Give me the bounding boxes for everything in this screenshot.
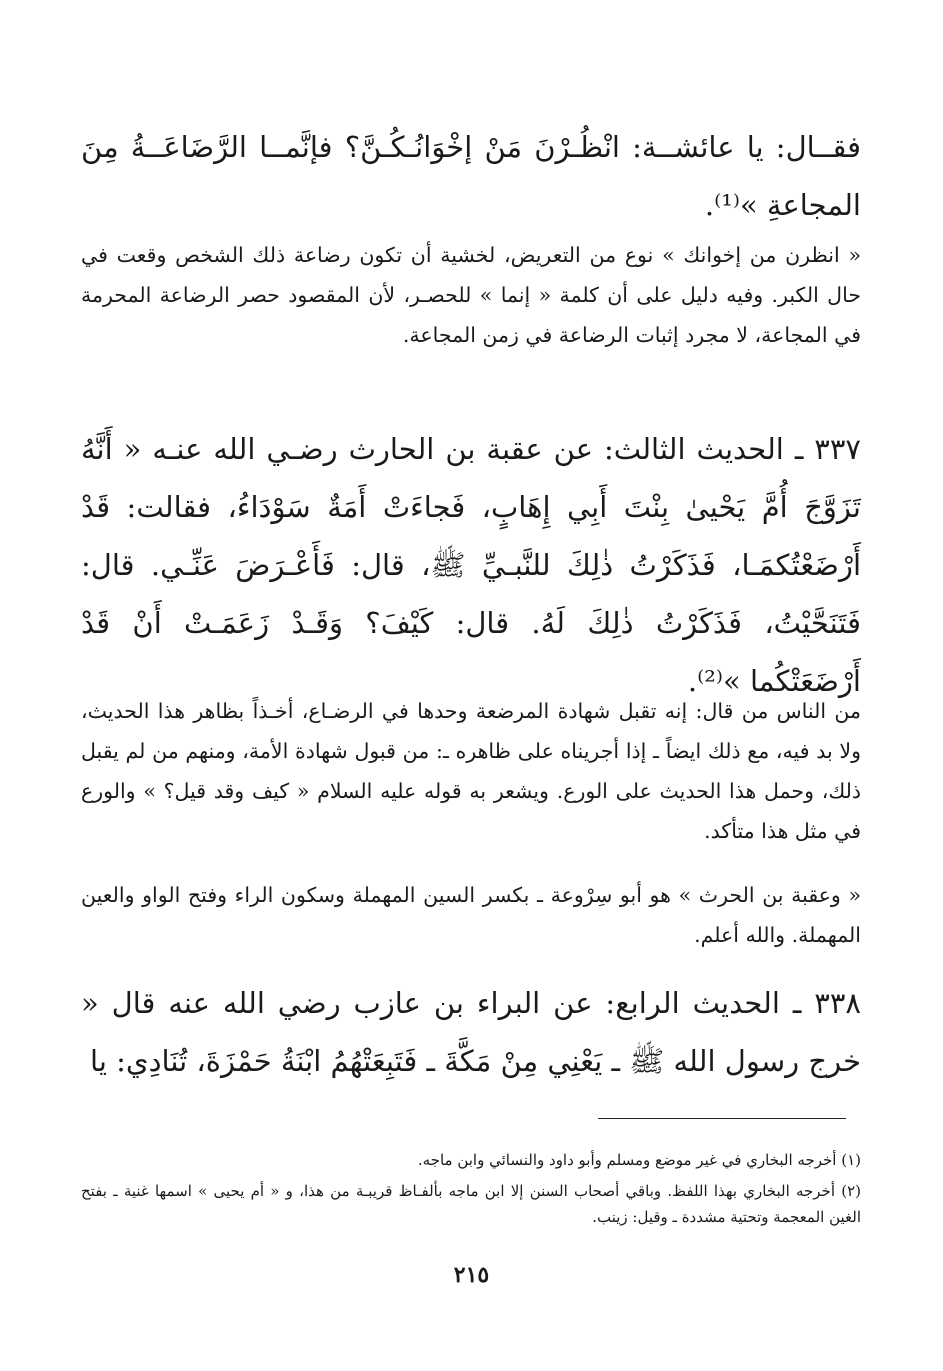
hadith-continuation-paragraph: فقــال: يا عائشــة: انْظُـرْنَ مَنْ إخْوَانُـكُـنَّ؟ فإنَّمــا الرَّضَاعَــةُ مِنَ المجاعةِ »⁽¹⁾.	[81, 130, 861, 222]
commentary-paragraph: من الناس من قال: إنه تقبل شهادة المرضعة وحدها في الرضـاع، أخـذاً بظاهر هذا الحديث، ولا بد فيه، مع ذلك ايضاً ـ إذا أجريناه على ظاهره ـ: من قبول شهادة الأمة، ومنهم من لم يقبل ذلك، وحمل هذا الحديث على الورع. ويشعر به قوله عليه السلام « كيف وقد قيل؟ » والورع في مثل هذا متأكد.	[81, 699, 861, 843]
footnote-divider	[598, 1118, 846, 1119]
hadith-337-paragraph: ٣٣٧ ـ الحديث الثالث: عن عقبة بن الحارث رضـي الله عنـه « أَنَّهُ تَزَوَّجَ أُمَّ يَحْيىٰ بِنْتَ أَبِي إِهَابٍ، فَجاءَتْ أَمَةٌ سَوْدَاءُ، فقالت: قَدْ أَرْضَعْتُكمَـا، فَذَكَرْتُ ذٰلِكَ للنَّبـيِّ ﷺ، قال: فَأَعْـرَضَ عَنِّـي. قال: فَتَنَحَّيْتُ، فَذَكَرْتُ ذٰلِكَ لَهُ. قال: كَيْفَ؟ وَقَـدْ زَعَمَـتْ أَنْ قَدْ أَرْضَعَتْكُما »⁽²⁾.	[81, 432, 861, 698]
commentary-paragraph: « انظرن من إخوانك » نوع من التعريض، لخشية أن تكون رضاعة ذلك الشخص وقعت في حال الكبر. وفيه دليل على أن كلمة « إنما » للحصـر، لأن المقصود حصر الرضاعة المحرمة في المجاعة، لا مجرد إثبات الرضاعة في زمن المجاعة.	[81, 243, 861, 347]
footnote-1: (١) أخرجه البخاري في غير موضع ومسلم وأبو داود والنسائي وابن ماجه.	[417, 1151, 861, 1169]
footnote-2: (٢) أخرجه البخاري بهذا اللفظ. وباقي أصحاب السنن إلا ابن ماجه بألفـاظ قريبـة من هذا، و « أم يحيى » اسمها غنية ـ بفتح الغين المعجمة وتحتية مشددة ـ وقيل: زينب.	[81, 1182, 861, 1226]
narrator-note-paragraph: « وعقبة بن الحرث » هو أبو سِرْوعة ـ بكسر السين المهملة وسكون الراء وفتح الواو والعين المهملة. والله أعلم.	[81, 883, 861, 947]
page-number: ٢١٥	[453, 1262, 490, 1288]
hadith-338-paragraph: ٣٣٨ ـ الحديث الرابع: عن البراء بن عازب رضي الله عنه قال « خرج رسول الله ﷺ ـ يَعْنِي مِنْ مَكَّةَ ـ فَتَبِعَتْهُمُ ابْنَةُ حَمْزَةَ، تُنَادِي: يا	[81, 986, 861, 1078]
